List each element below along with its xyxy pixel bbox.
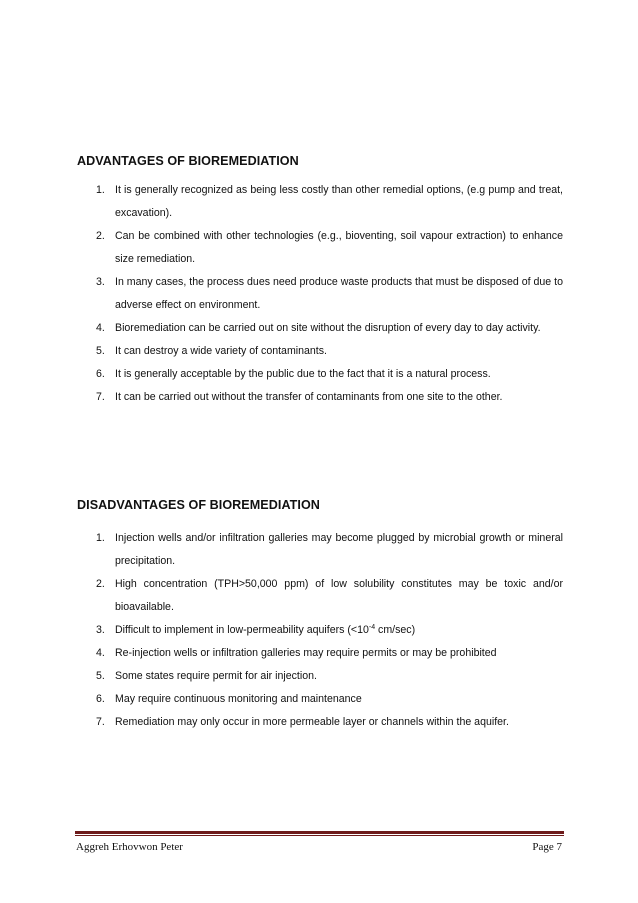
list-item-text: Injection wells and/or infiltration galleries may become plugged by microbial growth or mineral precipitation.	[115, 532, 563, 567]
list-item-text: Some states require permit for air injection.	[115, 670, 317, 682]
list-item	[77, 271, 563, 317]
list-item-number: 5.	[96, 345, 105, 357]
list-item-text	[115, 619, 563, 642]
list-item-text: High concentration (TPH>50,000 ppm) of low solubility constitutes may be toxic and/or bioavailable.	[115, 578, 563, 613]
list-item-number: 6.	[96, 368, 105, 380]
list-item-text: It can be carried out without the transfer of contaminants from one site to the other.	[115, 391, 503, 403]
list-item-text-start: Difficult to implement in low-permeability aquifers (<10	[115, 624, 369, 636]
list-item-text: Bioremediation can be carried out on site without the disruption of every day to day activity.	[115, 322, 541, 334]
list-item-text: It is generally acceptable by the public due to the fact that it is a natural process.	[115, 368, 491, 380]
list-item	[77, 711, 563, 734]
list-item-number: 1.	[96, 184, 105, 196]
list-item-number: 6.	[96, 693, 105, 705]
footer-author: Aggreh Erhovwon Peter	[76, 841, 183, 853]
list-item-text: In many cases, the process dues need produce waste products that must be disposed of due to adverse effect on environment.	[115, 276, 563, 311]
list-item	[77, 642, 563, 665]
list-item	[77, 619, 563, 642]
footer-page-number: Page 7	[532, 841, 562, 853]
list-item-number: 3.	[96, 624, 105, 636]
disadvantages-list	[77, 527, 563, 734]
list-item-text: It can destroy a wide variety of contaminants.	[115, 345, 327, 357]
list-item	[77, 225, 563, 271]
list-item	[77, 665, 563, 688]
disadvantages-heading: DISADVANTAGES OF BIOREMEDIATION	[77, 498, 320, 512]
list-item-number: 3.	[96, 276, 105, 288]
list-item	[77, 688, 563, 711]
advantages-list	[77, 179, 563, 409]
list-item	[77, 527, 563, 573]
list-item-number: 7.	[96, 391, 105, 403]
advantages-section	[77, 153, 563, 409]
list-item-text: May require continuous monitoring and maintenance	[115, 693, 362, 705]
list-item	[77, 340, 563, 363]
footer-rule-thick	[75, 831, 564, 834]
disadvantages-section	[77, 497, 563, 734]
list-item-text: Remediation may only occur in more permeable layer or channels within the aquifer.	[115, 716, 509, 728]
list-item-number: 4.	[96, 647, 105, 659]
advantages-heading: ADVANTAGES OF BIOREMEDIATION	[77, 154, 299, 168]
footer-rule-thin	[75, 835, 564, 836]
list-item-text-end: cm/sec)	[375, 624, 416, 636]
list-item-number: 2.	[96, 578, 105, 590]
list-item	[77, 573, 563, 619]
list-item-text: Can be combined with other technologies (e.g., bioventing, soil vapour extraction) to enhance size remediation.	[115, 230, 563, 265]
exponent: -4	[368, 624, 376, 631]
list-item-number: 7.	[96, 716, 105, 728]
list-item-number: 5.	[96, 670, 105, 682]
list-item-number: 4.	[96, 322, 105, 334]
list-item	[77, 386, 563, 409]
list-item	[77, 363, 563, 386]
list-item	[77, 317, 563, 340]
list-item-text: It is generally recognized as being less costly than other remedial options, (e.g pump and treat, excavation).	[115, 184, 563, 219]
list-item-number: 1.	[96, 532, 105, 544]
list-item	[77, 179, 563, 225]
list-item-text: Re-injection wells or infiltration galleries may require permits or may be prohibited	[115, 647, 497, 659]
list-item-number: 2.	[96, 230, 105, 242]
